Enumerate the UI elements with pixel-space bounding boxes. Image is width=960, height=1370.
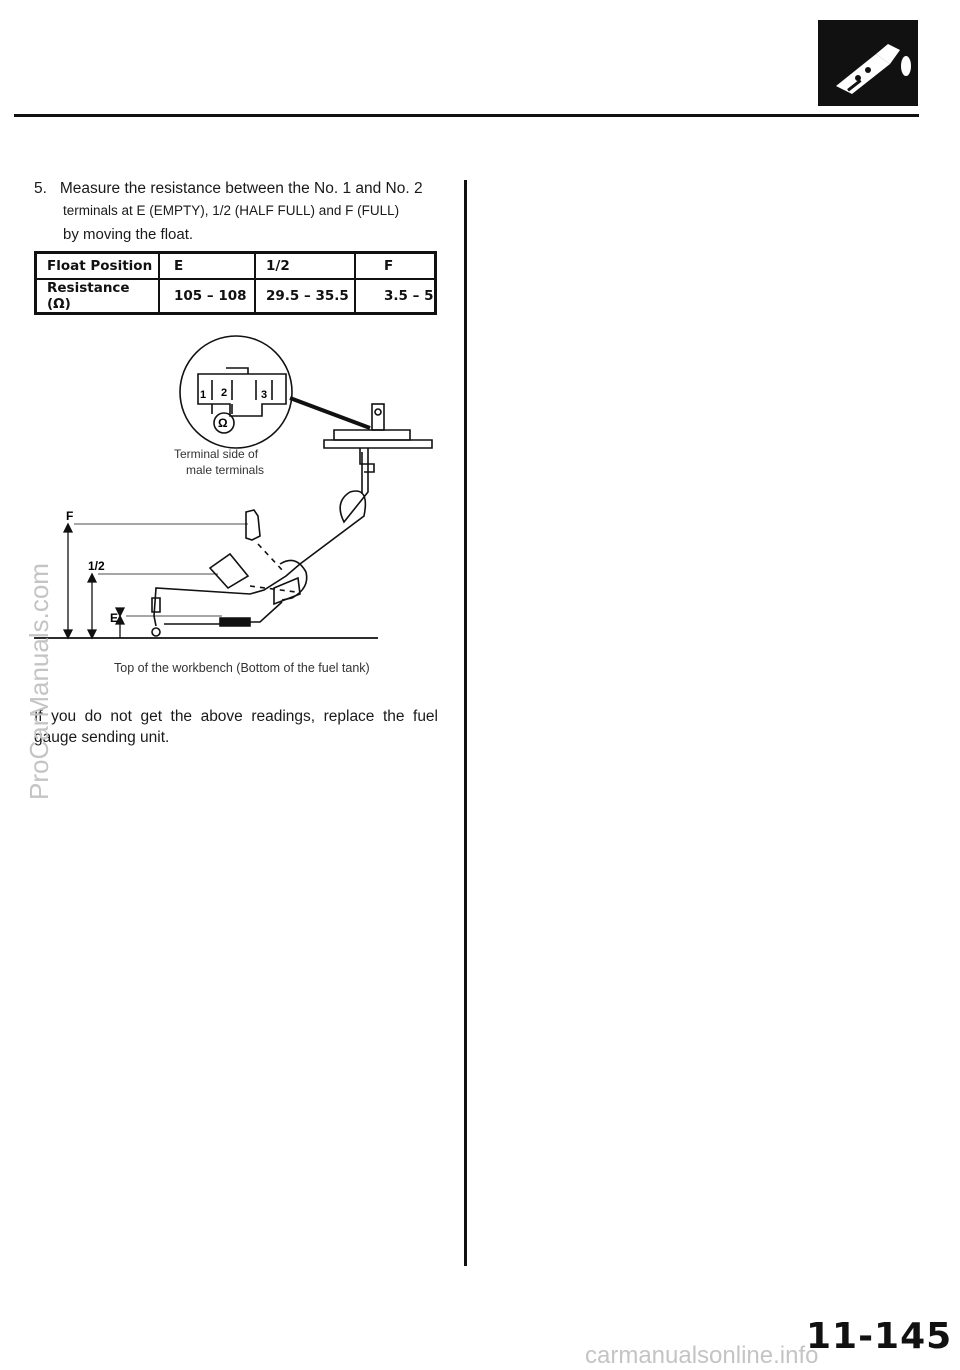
step-number: 5. (34, 180, 47, 197)
ohmmeter-symbol: Ω (218, 416, 228, 430)
terminal-caption-line-2: male terminals (186, 463, 265, 477)
page-number: 11-145 (806, 1316, 953, 1357)
connector-callout (180, 336, 370, 448)
step-line-2: terminals at E (EMPTY), 1/2 (HALF FULL) and F (FULL) (63, 203, 400, 218)
position-f: F (355, 253, 436, 280)
fuel-nozzle-icon (818, 20, 918, 106)
float-position-header: Float Position (36, 253, 160, 280)
level-half-label: 1/2 (88, 559, 105, 573)
header-rule (14, 114, 919, 117)
level-markers (34, 524, 378, 638)
fuel-gauge-sending-unit-diagram (34, 326, 444, 686)
step-line-3: by moving the float. (63, 226, 194, 243)
float-positions (210, 510, 296, 592)
position-e: E (159, 253, 255, 280)
step-5-instruction (34, 178, 454, 246)
column-divider (464, 180, 467, 1266)
resistance-spec-table (34, 251, 437, 315)
level-e-label: E (110, 611, 119, 625)
table-row (36, 253, 436, 280)
terminal-2: 2 (221, 387, 228, 399)
step-line-1: Measure the resistance between the No. 1 and No. 2 (59, 180, 423, 197)
terminal-1: 1 (200, 389, 207, 401)
resistance-header: Resistance (Ω) (36, 279, 160, 314)
terminal-3: 3 (261, 389, 268, 401)
terminal-caption-line-1: Terminal side of (174, 447, 259, 461)
position-half: 1/2 (255, 253, 355, 280)
bottom-watermark: carmanualsonline.info (585, 1342, 819, 1369)
replacement-note: If you do not get the above readings, replace the fuel gauge sending unit. (34, 708, 438, 746)
resistance-half: 29.5 – 35.5 (255, 279, 355, 314)
workbench-caption: Top of the workbench (Bottom of the fuel tank) (114, 661, 370, 675)
resistance-f: 3.5 – 5 (355, 279, 436, 314)
table-row (36, 279, 436, 314)
side-watermark: ProCarManuals.com (24, 563, 54, 800)
fuel-section-logo (818, 20, 918, 106)
sending-unit (152, 404, 432, 636)
resistance-e: 105 – 108 (159, 279, 255, 314)
level-f-label: F (66, 509, 74, 523)
